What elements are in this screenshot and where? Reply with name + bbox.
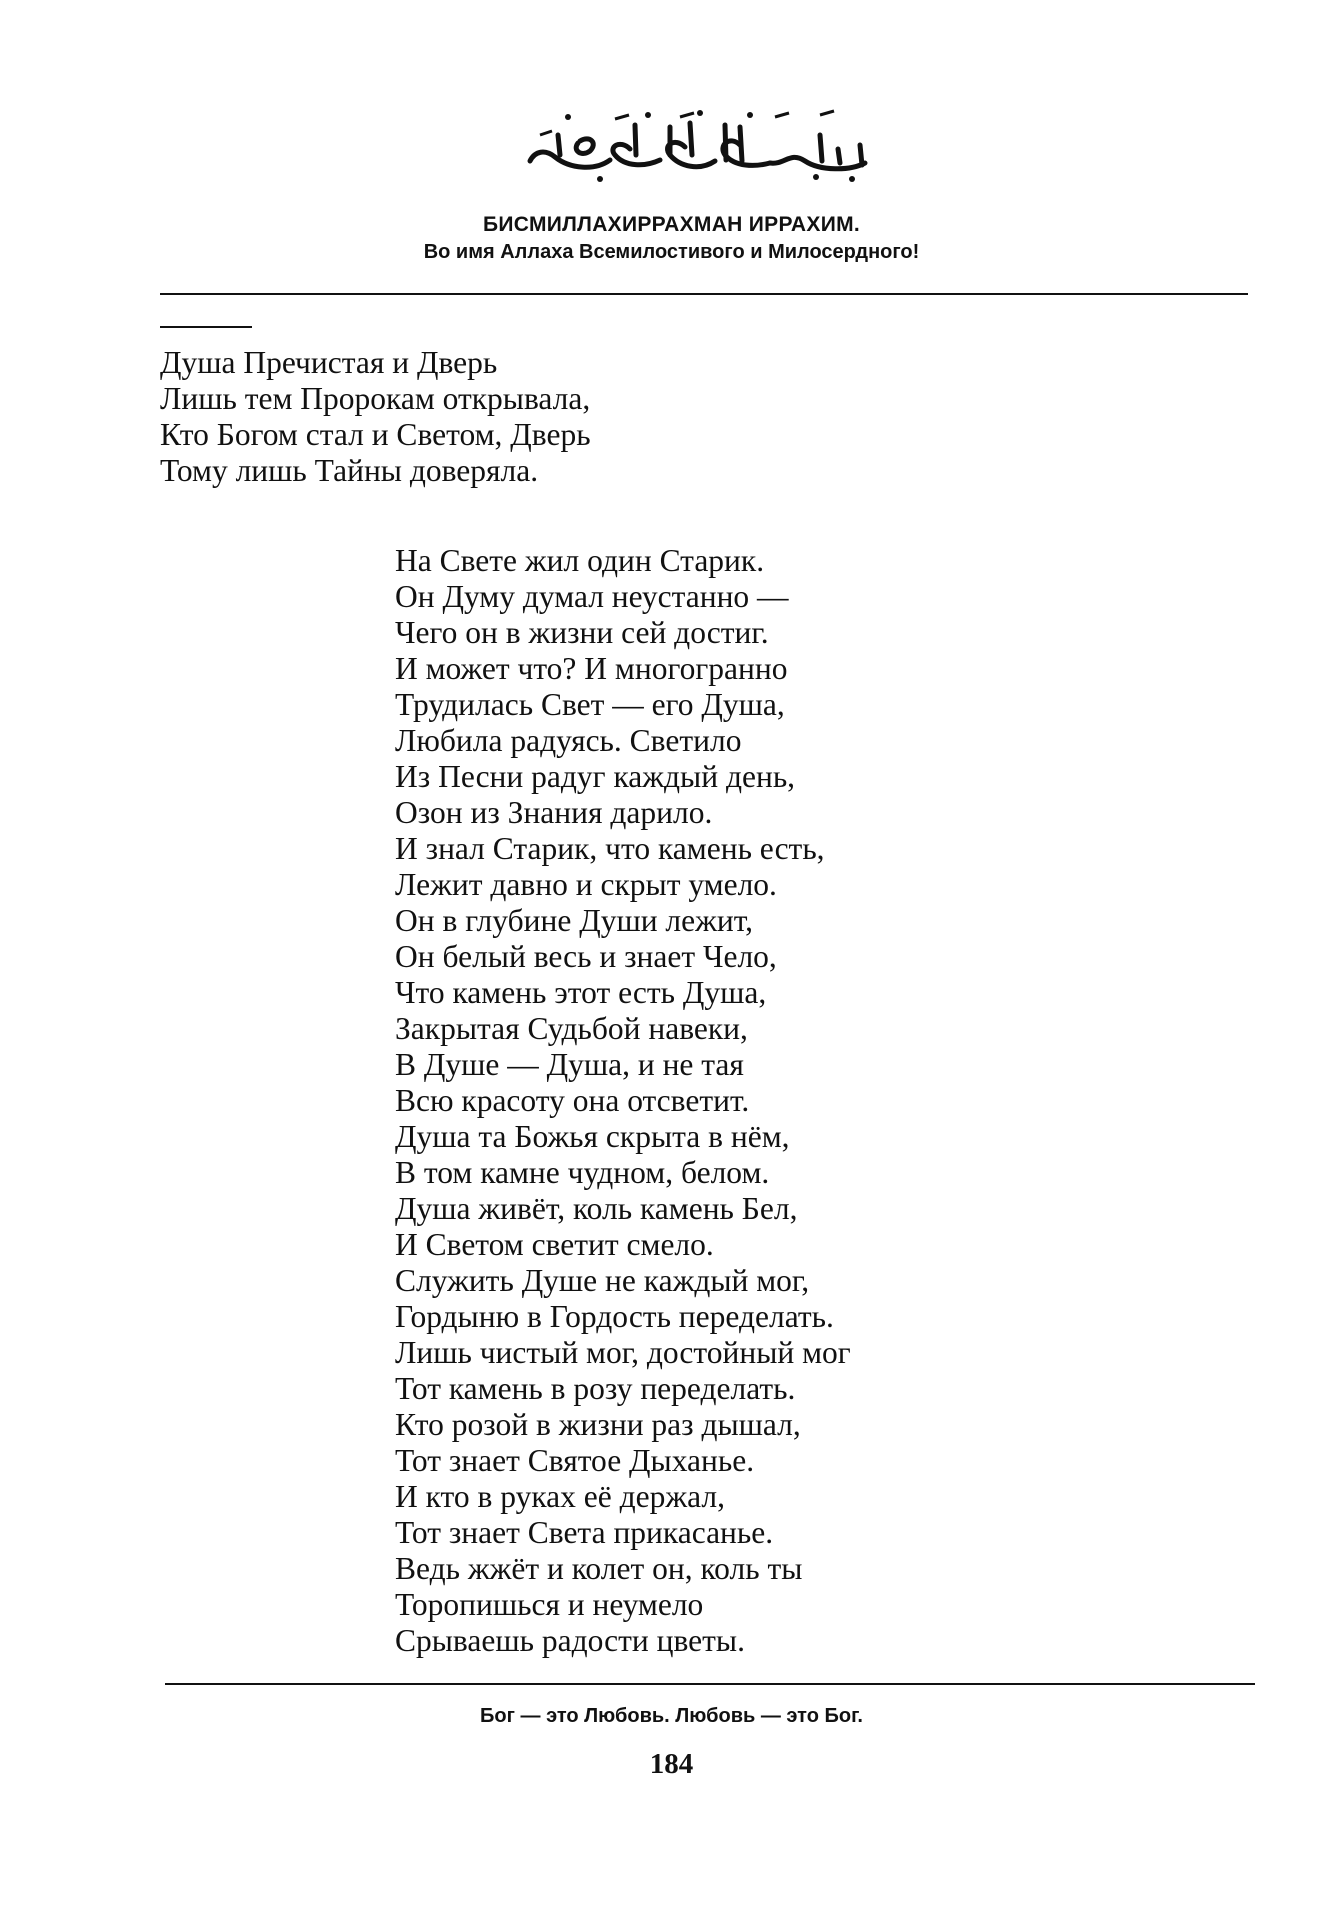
poem-line: Лишь чистый мог, достойный мог [395, 1335, 851, 1370]
poem-line: Гордыню в Гордость переделать. [395, 1299, 834, 1334]
poem-line: Трудилась Свет — его Душа, [395, 687, 785, 722]
poem-line: Он в глубине Души лежит, [395, 903, 754, 938]
poem-line: Любила радуясь. Светило [395, 723, 742, 758]
poem-line: На Свете жил один Старик. [395, 543, 765, 578]
poem-stanza-2 [395, 543, 851, 1659]
poem-line: Закрытая Судьбой навеки, [395, 1011, 748, 1046]
poem-line: Тому лишь Тайны доверяла. [160, 453, 539, 488]
poem-line: Лежит давно и скрыт умело. [395, 867, 777, 902]
header-title: БИСМИЛЛАХИРРАХМАН ИРРАХИМ. [482, 213, 861, 236]
bismillah-calligraphy-icon [520, 105, 880, 185]
poem-line: Тот знает Святое Дыханье. [395, 1443, 755, 1478]
stanza-divider [160, 326, 252, 328]
poem-line: Кто Богом стал и Светом, Дверь [160, 417, 591, 452]
poem-line: Тот знает Света прикасанье. [395, 1515, 774, 1550]
poem-line: И может что? И многогранно [395, 651, 788, 686]
footer-motto: Бог — это Любовь. Любовь — это Бог. [480, 1705, 863, 1727]
poem-line: Он белый весь и знает Чело, [395, 939, 777, 974]
poem-stanza-1 [160, 345, 591, 489]
poem-line: Что камень этот есть Душа, [395, 975, 767, 1010]
poem-line: Душа та Божья скрыта в нём, [395, 1119, 790, 1154]
poem-line: И Светом светит смело. [395, 1227, 714, 1262]
poem-line: В Душе — Душа, и не тая [395, 1047, 744, 1082]
poem-line: Срываешь радости цветы. [395, 1623, 745, 1658]
poem-line: Лишь тем Пророкам открывала, [160, 381, 591, 416]
poem-line: Кто розой в жизни раз дышал, [395, 1407, 801, 1442]
poem-line: Чего он в жизни сей достиг. [395, 615, 769, 650]
poem-line: Он Думу думал неустанно — [395, 579, 789, 614]
poem-line: Ведь жжёт и колет он, коль ты [395, 1551, 803, 1586]
page-number: 184 [649, 1748, 694, 1780]
poem-line: Озон из Знания дарило. [395, 795, 713, 830]
footer-divider [165, 1683, 1255, 1685]
poem-line: Служить Душе не каждый мог, [395, 1263, 810, 1298]
poem-line: Торопишься и неумело [395, 1587, 704, 1622]
poem-line: Тот камень в розу переделать. [395, 1371, 796, 1406]
poem-line: Всю красоту она отсветит. [395, 1083, 750, 1118]
poem-line: В том камне чудном, белом. [395, 1155, 770, 1190]
poem-line: Душа Пречистая и Дверь [160, 345, 498, 380]
header-divider [160, 293, 1248, 295]
poem-line: Душа живёт, коль камень Бел, [395, 1191, 798, 1226]
poem-line: И знал Старик, что камень есть, [395, 831, 825, 866]
header-subtitle: Во имя Аллаха Всемилостивого и Милосердного! [423, 241, 920, 263]
poem-line: И кто в руках её держал, [395, 1479, 725, 1514]
poem-line: Из Песни радуг каждый день, [395, 759, 796, 794]
